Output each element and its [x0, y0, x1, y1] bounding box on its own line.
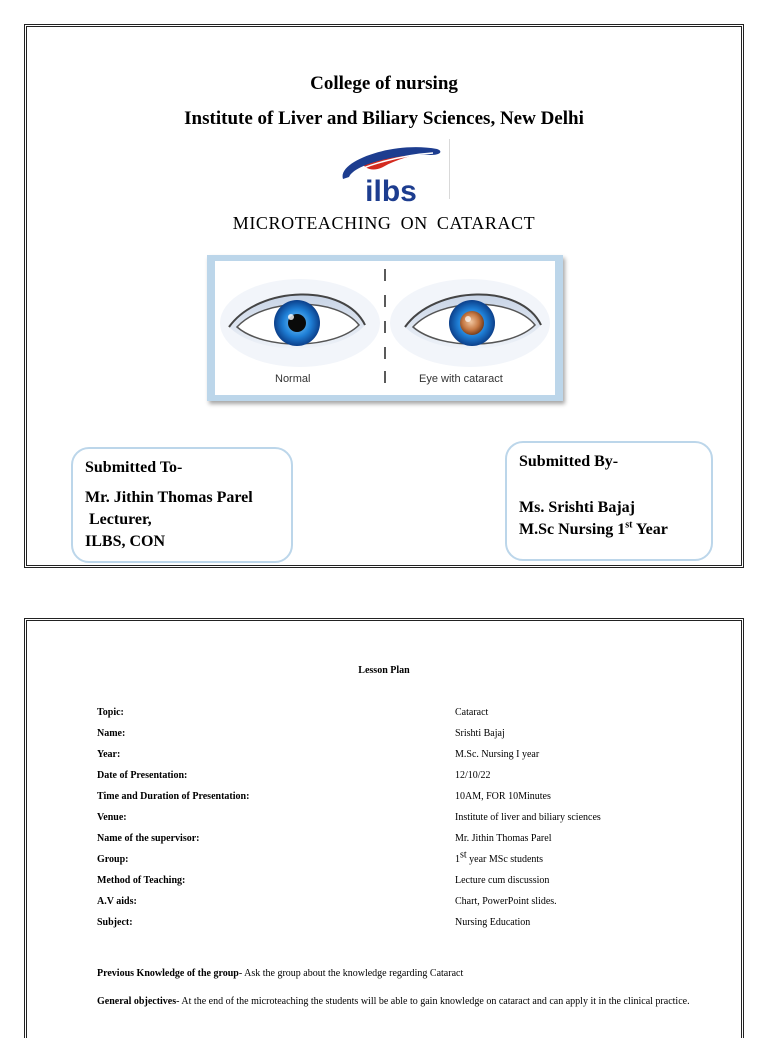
eye-illustration — [215, 261, 555, 395]
detail-row: Name of the supervisor: Mr. Jithin Thomas Parel — [97, 833, 552, 844]
ilbs-logo — [333, 139, 449, 205]
college-name: College of nursing — [310, 73, 458, 94]
eye-comparison-figure — [207, 255, 563, 401]
submitted-by-course: M.Sc Nursing 1st Year — [519, 519, 668, 538]
submitted-by-heading: Submitted By- — [519, 453, 619, 470]
submitted-by-name: Ms. Srishti Bajaj — [519, 499, 635, 516]
logo-text: ilbs — [365, 175, 417, 205]
document-title: MICROTEACHING ON CATARACT — [232, 213, 536, 233]
lesson-plan-page — [24, 618, 744, 1038]
detail-row: Year: M.Sc. Nursing I year — [97, 749, 540, 760]
previous-knowledge: Previous Knowledge of the group- Ask the group about the knowledge regarding Cataract — [97, 968, 464, 979]
lesson-plan-details — [97, 707, 697, 938]
submitted-to-org: ILBS, CON — [85, 533, 166, 550]
detail-row: Venue: Institute of liver and biliary sciences — [97, 812, 601, 823]
cataract-caption: Eye with cataract — [419, 373, 503, 385]
detail-row: Time and Duration of Presentation: 10AM, FOR 10Minutes — [97, 791, 551, 802]
general-objectives: General objectives- At the end of the microteaching the students will be able to gain knowledge on cataract and can apply it in the clinical practice. — [97, 996, 690, 1007]
detail-row: A.V aids: Chart, PowerPoint slides. — [97, 896, 557, 907]
detail-row: Name: Srishti Bajaj — [97, 728, 505, 739]
detail-row: Group: 1st year MSc students — [97, 849, 544, 865]
submitted-by-box — [505, 441, 713, 561]
detail-row: Subject: Nursing Education — [97, 917, 531, 928]
submitted-to-box — [71, 447, 293, 563]
logo-divider — [449, 139, 450, 199]
submitted-to-role: Lecturer, — [85, 511, 152, 528]
lesson-plan-title: Lesson Plan — [358, 665, 410, 676]
cover-page — [24, 24, 744, 568]
institute-name: Institute of Liver and Biliary Sciences, New Delhi — [184, 108, 584, 129]
normal-caption: Normal — [275, 373, 311, 385]
submitted-to-name: Mr. Jithin Thomas Parel — [85, 489, 253, 506]
detail-row: Date of Presentation: 12/10/22 — [97, 770, 491, 781]
submitted-to-heading: Submitted To- — [85, 459, 183, 476]
detail-row: Topic: Cataract — [97, 707, 489, 718]
detail-row: Method of Teaching: Lecture cum discussion — [97, 875, 550, 886]
